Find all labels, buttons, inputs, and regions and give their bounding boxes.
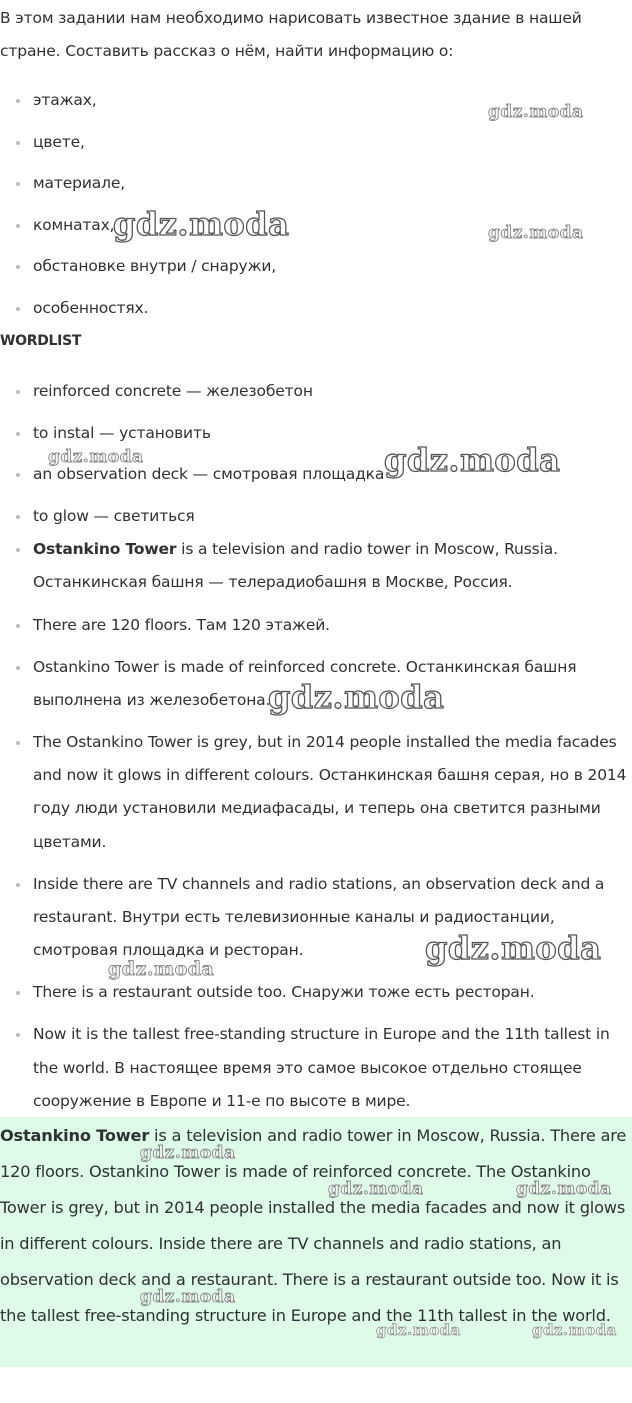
watermark: gdz.moda	[532, 1321, 617, 1339]
fact-text: Now it is the tallest free-standing structure in Europe and the 11th tallest in the world. В настоящее время это самое высокое отдельно стоящее сооружение в Европе и 11-е по высоте в мире.	[33, 1025, 610, 1110]
list-item	[0, 651, 632, 718]
fact-list	[0, 533, 632, 1127]
watermark: gdz.moda	[376, 1321, 461, 1339]
fact-text: Ostankino Tower is made of reinforced concrete. Останкинская башня выполнена из железобетона.	[33, 657, 577, 709]
watermark: gdz.moda	[48, 447, 144, 467]
fact-text: There are 120 floors. Там 120 этажей.	[33, 615, 330, 634]
watermark: gdz.moda	[488, 223, 584, 243]
list-item: to glow — светиться	[0, 500, 632, 533]
watermark: gdz.moda	[384, 441, 561, 479]
wordlist-heading: WORDLIST	[0, 333, 82, 349]
watermark: gdz.moda	[488, 102, 584, 122]
list-item: an observation deck — смотровая площадка	[0, 458, 632, 491]
watermark: gdz.moda	[268, 678, 445, 716]
list-item	[0, 976, 632, 1009]
intro-text: В этом задании нам необходимо нарисовать известное здание в нашей стране. Составить рассказ о нём, найти информацию о:	[0, 9, 582, 60]
list-item	[0, 868, 632, 968]
list-item	[0, 726, 632, 859]
list-item: особенностях.	[0, 292, 632, 325]
list-item: материале,	[0, 167, 632, 200]
list-item	[0, 609, 632, 642]
list-item: цвете,	[0, 126, 632, 159]
fact-text: Inside there are TV channels and radio stations, an observation deck and a restaurant. Внутри есть телевизионные каналы и радиостанции, смотровая площадка и ресторан.	[33, 874, 605, 960]
fact-text: The Ostankino Tower is grey, but in 2014 people installed the media facades and now it glows in different colours. Останкинская башня серая, но в 2014 году люди установили медиафасады, и теперь она светится разными цветами.	[33, 732, 627, 851]
watermark: gdz.moda	[113, 205, 290, 243]
list-item: этажах,	[0, 84, 632, 117]
watermark: gdz.moda	[516, 1179, 612, 1199]
list-item: комнатах,	[0, 209, 632, 242]
bold-term: Ostankino Tower	[0, 1126, 150, 1145]
watermark: gdz.moda	[425, 929, 602, 967]
watermark: gdz.moda	[328, 1179, 424, 1199]
list-item: to instal — установить	[0, 417, 632, 450]
watermark: gdz.moda	[140, 1287, 236, 1307]
watermark: gdz.moda	[108, 958, 215, 980]
task-list	[0, 84, 632, 334]
bold-term: Ostankino Tower	[33, 540, 177, 558]
summary-box	[0, 1117, 632, 1367]
fact-text: is a television and radio tower in Moscow, Russia. Останкинская башня — телерадиобашня в Москве, Россия.	[33, 540, 558, 592]
list-item: reinforced concrete — железобетон	[0, 375, 632, 408]
list-item: обстановке внутри / снаружи,	[0, 250, 632, 283]
list-item	[0, 533, 632, 600]
summary-text	[0, 1118, 632, 1334]
list-item	[0, 1018, 632, 1118]
word-list	[0, 375, 632, 541]
summary-body: is a television and radio tower in Moscow, Russia. There are 120 floors. Ostankino Tower is made of reinforced concrete. The Ostankino Tower is grey, but in 2014 people installed the media facades and now it glows in different colours. Inside there are TV channels and radio stations, an observation deck and a restaurant. There is a restaurant outside too. Now it is the tallest free-standing structure in Europe and the 11th tallest in the world.	[0, 1126, 627, 1325]
fact-text: There is a restaurant outside too. Снаружи тоже есть ресторан.	[33, 983, 535, 1002]
watermark: gdz.moda	[140, 1143, 236, 1163]
